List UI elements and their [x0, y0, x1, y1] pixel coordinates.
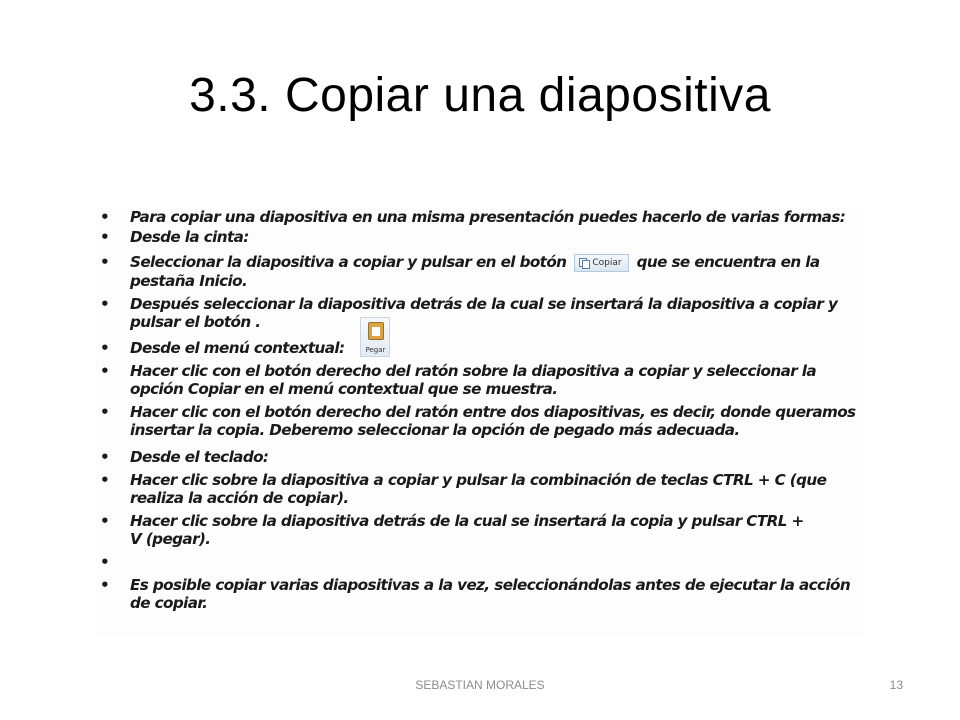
- instructions-image: [96, 208, 866, 636]
- slide-title: 3.3. Copiar una diapositiva: [189, 69, 771, 122]
- slide-number: 13: [889, 678, 903, 692]
- paste-button-label: Pegar: [365, 345, 386, 354]
- bullet-item: [96, 253, 866, 290]
- bullet-item: [96, 448, 866, 466]
- paste-button: [360, 317, 390, 357]
- bullet-text: que se encuentra en la pestaña Inicio.: [130, 253, 820, 290]
- copy-button-label: Copiar: [592, 257, 622, 268]
- bullet-item: [96, 576, 866, 612]
- bullet-text: Desde la cinta:: [130, 228, 249, 246]
- copy-icon: [579, 258, 589, 267]
- bullet-item: [96, 471, 866, 507]
- bullet-item: [96, 295, 866, 331]
- bullet-text: Hacer clic con el botón derecho del ratón entre dos diapositivas, es decir, donde queramos insertar la copia. Deberemo seleccionar la opción de pegado más adecuada.: [130, 402, 856, 439]
- bullet-text: Después seleccionar la diapositiva detrás de la cual se insertará la diapositiva a copiar y pulsar el botón .: [130, 294, 838, 331]
- bullet-text: Para copiar una diapositiva en una misma presentación puedes hacerlo de varias formas:: [130, 208, 846, 226]
- bullet-item: [96, 403, 866, 439]
- bullet-text: Hacer clic sobre la diapositiva detrás de la cual se insertará la copia y pulsar CTRL + V (pegar).: [130, 511, 804, 548]
- footer-author: SEBASTIAN MORALES: [415, 678, 545, 692]
- bullet-text: Desde el teclado:: [130, 447, 269, 466]
- bullet-text: Hacer clic sobre la diapositiva a copiar y pulsar la combinación de teclas CTRL + C (que realiza la acción de copiar).: [130, 470, 827, 507]
- bullet-item: [96, 228, 866, 246]
- bullet-item: [96, 208, 866, 226]
- bullet-list: [96, 208, 866, 612]
- bullet-item: [96, 339, 866, 357]
- bullet-item: [96, 362, 866, 398]
- bullet-item: [96, 553, 866, 571]
- bullet-text: Es posible copiar varias diapositivas a la vez, seleccionándolas antes de ejecutar la acción de copiar.: [130, 575, 851, 612]
- copy-button: [574, 254, 628, 272]
- paste-clipboard-icon: [368, 322, 384, 340]
- bullet-text: Hacer clic con el botón derecho del ratón sobre la diapositiva a copiar y seleccionar la opción Copiar en el menú contextual que se muestra.: [130, 361, 817, 398]
- bullet-item: [96, 512, 866, 548]
- bullet-text: Desde el menú contextual:: [130, 338, 345, 357]
- bullet-text: Seleccionar la diapositiva a copiar y pulsar en el botón: [130, 253, 567, 271]
